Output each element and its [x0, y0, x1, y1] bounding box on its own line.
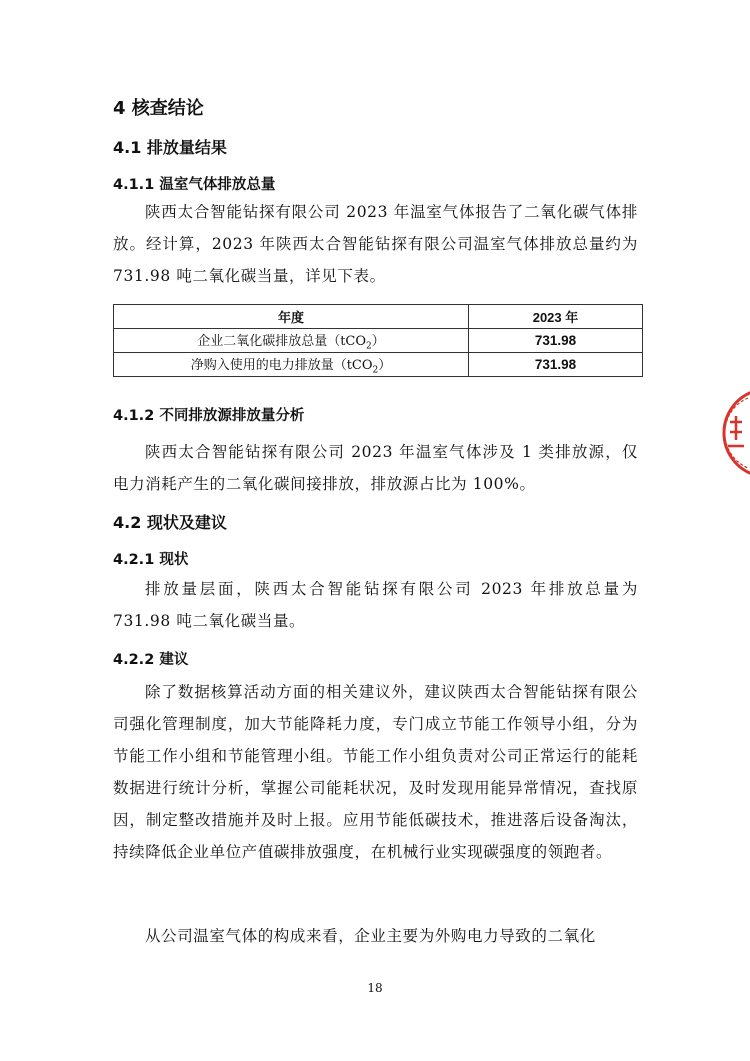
- paragraph-emission-source: 陕西太合智能钻探有限公司 2023 年温室气体涉及 1 类排放源，仅电力消耗产生的二氧化碳间接排放，排放源占比为 100%。: [113, 443, 638, 493]
- table-row: [114, 353, 643, 377]
- heading-4-2-1: 4.2.1 现状: [113, 552, 189, 568]
- table-cell-label: 企业二氧化碳排放总量（tCO$_2$）: [114, 329, 469, 353]
- table-header-row: [114, 305, 643, 329]
- heading-4-2: 4.2 现状及建议: [113, 513, 227, 532]
- table-cell-label: 净购入使用的电力排放量（tCO$_2$）: [114, 353, 469, 377]
- table-header-year: 年度: [114, 305, 469, 329]
- table-row: [114, 329, 643, 353]
- emission-table: [113, 304, 643, 377]
- table-header-2023: 2023 年: [469, 305, 643, 329]
- page-number: 18: [367, 981, 383, 995]
- red-seal-stamp: [718, 382, 750, 482]
- paragraph-status: 排放量层面，陕西太合智能钻探有限公司 2023 年排放总量为 731.98 吨二氧化碳当量。: [113, 580, 638, 630]
- heading-4: 4 核查结论: [113, 98, 204, 119]
- heading-4-1-2: 4.1.2 不同排放源排放量分析: [113, 408, 305, 424]
- paragraph-suggestion: 除了数据核算活动方面的相关建议外，建议陕西太合智能钻探有限公司强化管理制度，加大节能降耗力度，专门成立节能工作领导小组，分为节能工作小组和节能管理小组。节能工作小组负责对公司正常运行的能耗数据进行统计分析，掌握公司能耗状况，及时发现用能异常情况，查找原因，制定整改措施并及时上报。应用节能低碳技术，推进落后设备淘汰，持续降低企业单位产值碳排放强度，在机械行业实现碳强度的领跑者。: [113, 683, 638, 861]
- heading-4-1: 4.1 排放量结果: [113, 138, 227, 157]
- table-cell-value: 731.98: [469, 353, 643, 377]
- paragraph-emission-total: 陕西太合智能钻探有限公司 2023 年温室气体报告了二氧化碳气体排放。经计算，2023 年陕西太合智能钻探有限公司温室气体排放总量约为 731.98 吨二氧化碳当量，详见下表。: [113, 203, 638, 285]
- table-cell-value: 731.98: [469, 329, 643, 353]
- heading-4-2-2: 4.2.2 建议: [113, 652, 189, 668]
- paragraph-composition: 从公司温室气体的构成来看，企业主要为外购电力导致的二氧化: [145, 927, 596, 945]
- heading-4-1-1: 4.1.1 温室气体排放总量: [113, 177, 276, 193]
